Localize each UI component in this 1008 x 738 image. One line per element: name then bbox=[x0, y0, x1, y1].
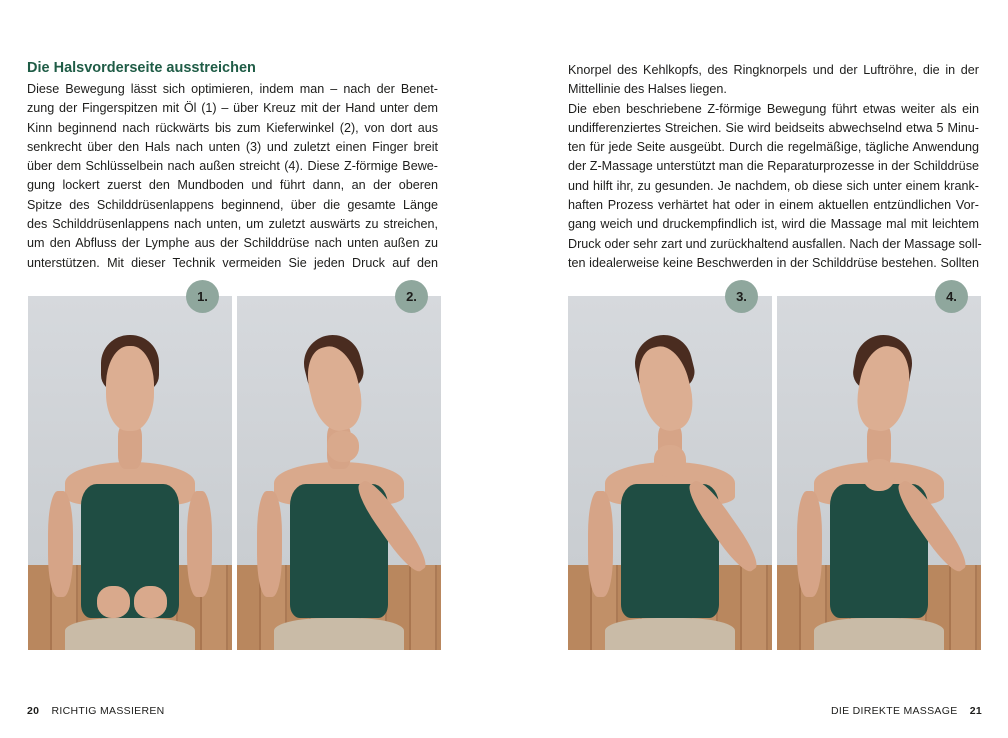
text-line: Mittellinie des Halses liegen. bbox=[568, 82, 727, 97]
running-section-left: RICHTIG MASSIEREN bbox=[51, 705, 165, 717]
text-line: über dem Schlüsselbein nach außen streicht (4). Diese Z-förmige Bewe- bbox=[27, 159, 438, 174]
text-line: Knorpel des Kehlkopfs, des Ringknorpels und der Luftröhre, die in der bbox=[568, 63, 979, 77]
text-line: Die eben beschriebene Z-förmige Bewegung führt etwas weiter als ein bbox=[568, 101, 979, 116]
footer-right bbox=[831, 705, 982, 717]
left-body-text bbox=[27, 80, 438, 273]
text-line: ten idealerweise keine Beschwerden in der Schilddrüse bestehen. Sollten bbox=[568, 255, 979, 270]
text-line: Diese Bewegung lässt sich optimieren, indem man – nach der Benet- bbox=[27, 82, 438, 96]
text-line: haften Prozess verhärtet hat oder in einem aktuellen entzündlichen Vor- bbox=[568, 198, 979, 213]
text-line: der Z-Massage unterstützt man die Reparaturprozesse in der Schilddrüse bbox=[568, 159, 979, 174]
text-line: Spitze des Schilddrüsenlappens beginnend, über die gesamte Länge bbox=[27, 197, 438, 212]
right-body-text bbox=[568, 61, 982, 273]
text-line: ten für jede Seite ausgeübt. Durch die regelmäßige, tägliche Anwendung bbox=[568, 140, 979, 155]
step-badge-1: 1. bbox=[186, 280, 219, 313]
step-badge-4: 4. bbox=[935, 280, 968, 313]
photo-step-1 bbox=[28, 296, 232, 650]
running-section-right: DIE DIREKTE MASSAGE bbox=[831, 705, 958, 717]
text-line: unterstützen. Mit dieser Technik vermeiden Sie jeden Druck auf den bbox=[27, 255, 438, 270]
text-line: zung der Fingerspitzen mit Öl (1) – über Kreuz mit der Hand unter dem bbox=[27, 101, 438, 116]
footer-left bbox=[27, 705, 165, 717]
photo-step-2 bbox=[237, 296, 441, 650]
text-line: Kinn beginnend nach rückwärts bis zum Kieferwinkel (2), von dort aus bbox=[27, 120, 438, 135]
page-number-right: 21 bbox=[969, 705, 982, 717]
section-heading: Die Halsvorderseite ausstreichen bbox=[27, 60, 256, 76]
text-line: des Schilddrüsenlappens nach unten, um zuletzt auswärts zu streichen, bbox=[27, 217, 438, 232]
step-badge-2: 2. bbox=[395, 280, 428, 313]
photo-step-3 bbox=[568, 296, 772, 650]
text-line: gang weich und druckempfindlich ist, wird die Massage mal mit leichtem bbox=[568, 217, 979, 232]
text-line: senkrecht über den Hals nach unten (3) und zuletzt einen Finger breit bbox=[27, 139, 438, 154]
step-badge-3: 3. bbox=[725, 280, 758, 313]
text-line: undifferenziertes Streichen. Sie wird beidseits abwechselnd etwa 5 Minu- bbox=[568, 120, 979, 135]
text-line: Druck oder sehr zart und zurückhaltend ausfallen. Nach der Massage soll- bbox=[568, 236, 982, 251]
photo-step-4 bbox=[777, 296, 981, 650]
text-line: gung lockert zuerst den Mundboden und führt dann, an der oberen bbox=[27, 178, 438, 193]
page-number-left: 20 bbox=[27, 705, 40, 717]
text-line: und hilft ihr, zu gesunden. Je nachdem, ob diese sich unter einem krank- bbox=[568, 178, 979, 193]
text-line: um den Abfluss der Lymphe aus der Schilddrüse nach unten außen zu bbox=[27, 236, 438, 251]
